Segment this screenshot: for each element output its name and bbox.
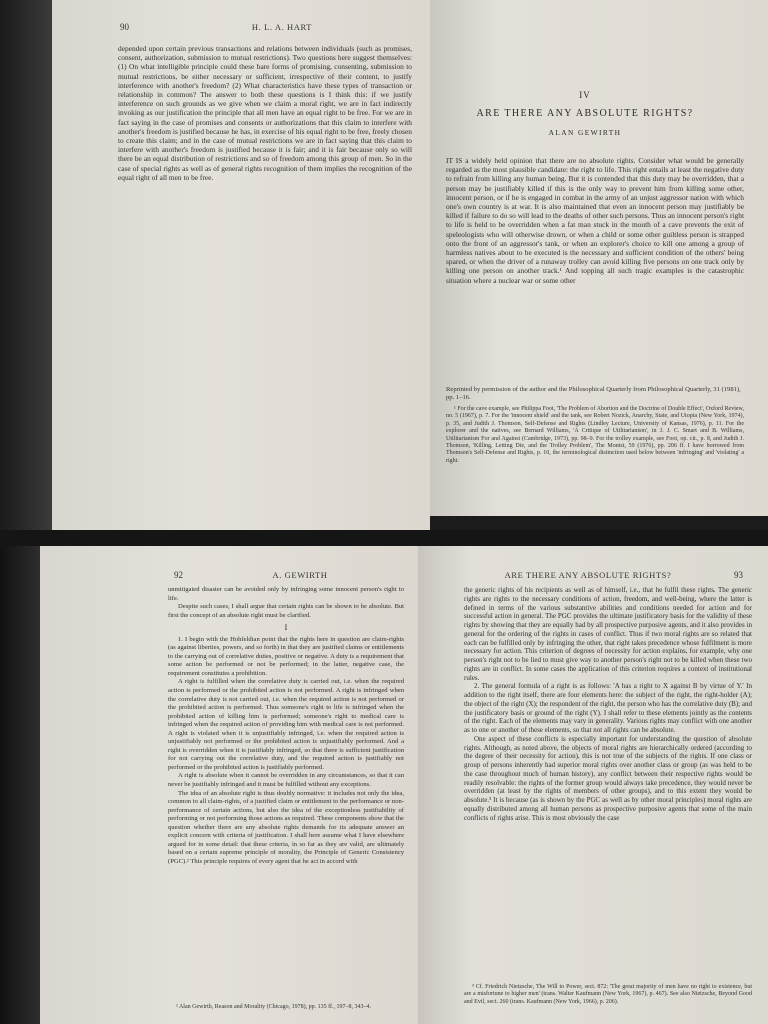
paragraph: 1. I begin with the Hohfeldian point that the rights here in question are claim-rights (as against liberties, powers, and so forth) in that they are justified claims or entitlements to the carrying out of correlative duties, positive or negative. A duty is a requirement that some action be performed or not be performed; in the latter, negative case, the requirement constitutes a prohibition. (168, 635, 404, 677)
footnote-text: ² Alan Gewirth, Reason and Morality (Chicago, 1978), pp. 135 ff., 197–8, 343–4. (176, 1004, 371, 1010)
page-90 (52, 0, 430, 530)
page-body (118, 44, 412, 182)
page-number: 90 (120, 22, 129, 32)
page-body (446, 156, 744, 285)
paragraph: the generic rights of his recipients as well as of himself, i.e., that he fulfil these rights. The generic rights are rights to the necessary conditions of action, freedom, and well-being, where the latter is defined in terms of the various substantive abilities and conditions needed for action and for successful action in general. The PGC provides the ultimate justificatory basis for the validity of these rights by showing that they are equally had by all prospective purposive agents, and it also provides in general for the ordering of the rights in cases of conflict. Thus if two moral rights are so related that each can be fulfilled only by infringing the other, that right takes precedence whose fulfilment is more necessary for action. This criterion of degrees of necessity for action explains, for example, why one person's right not to be lied to must give way to another person's right not to be killed when these two rights are in conflict. In some cases the application of this criterion requires a context of institutional rules. (464, 586, 752, 682)
paragraph: A right is fulfilled when the correlative duty is carried out, i.e. when the required action is performed or the prohibited action is not performed. A right is infringed when the correlative duty is not carried out, i.e. when the required action is not performed or the prohibited action is performed. Thus someone's right to life is infringed when the prohibited action of killing him is performed; someone's right to medical care is infringed when the required action of providing him with medical care is not performed. A right is violated when it is unjustifiably infringed, i.e. when the required action is unjustifiably not performed or the prohibited action is unjustifiably performed. And a right is overridden when it is justifiably infringed, so that there is sufficient justification for not carrying out the correlative duty, and the required action is justifiably not performed or the prohibited action is justifiably performed. (168, 678, 404, 771)
footnote (464, 984, 752, 1006)
paragraph: unmitigated disaster can be avoided only by infringing some innocent person's right to life. (168, 586, 404, 602)
scan-shadow-bottom-left (0, 546, 40, 1024)
chapter-author: ALAN GEWIRTH (548, 128, 622, 137)
paragraph: IT IS a widely held opinion that there are no absolute rights. Consider what would be generally regarded as the most plausible candidate: the right to life. This right entails at least the negative duty to refrain from killing any human being. But it is contended that this duty may be overridden, that a person may be justifiably killed if this is the only way to prevent him from killing some other, innocent person, or if he is engaged in combat in the army of an unjust aggressor nation with which one's own country is at war. It is also maintained that even an innocent person may justifiably be killed if failure to do so will lead to the deaths of other such persons. Thus an innocent person's right to life is held to be overridden when a fat man stuck in the mouth of a cave prevents the exit of speleologists who will otherwise drown, or when a child or some other guiltless person is strapped onto the front of an aggressor's tank, or when an explorer's choice to kill one among a group of harmless natives about to be executed is the necessary and sufficient condition of the others' being spared, or when the driver of a runaway trolley can avoid killing five persons on one track only by killing one person on another track.¹ And topping all such tragic examples is the catastrophic situation where a nuclear war or some other (446, 156, 744, 285)
page-body (168, 586, 404, 867)
page-body (464, 586, 752, 822)
paragraph: The idea of an absolute right is thus doubly normative: it includes not only the idea, common to all claim-rights, of a justified claim or entitlement to the performance or non-performance of certain actions, but also the idea of the exceptionless justifiability of performing or not performing those actions as required. These components show that the question whether there are any absolute rights demands for its adequate answer an explicit concern with criteria of justification. I shall here assume what I have elsewhere argued for in some detail: that these criteria, in so far as they are valid, are ultimately based on a certain supreme principle of morality, the Principle of Generic Consistency (PGC).² This principle requires of every agent that he act in accord with (168, 789, 404, 865)
page-number: 93 (734, 570, 743, 580)
footnote (446, 406, 744, 465)
running-head: ARE THERE ANY ABSOLUTE RIGHTS? (504, 570, 672, 580)
paragraph: Despite such cases, I shall argue that certain rights can be shown to be absolute. But first the concept of an absolute right must be clarified. (168, 603, 404, 619)
paragraph: depended upon certain previous transactions and relations between individuals (such as promises, consent, authorization, submission to mutual restrictions). Two questions here suggest themselves: (1) On what intelligible principle could these bare forms of promising, consenting, submission to mutual restrictions, be either necessary or sufficient, irrespective of their content, to justify interference with another's freedom? (2) What characteristics have these types of transaction or relationship in common? The answer to both these questions is I think this: if we justify interference on such grounds as we give when we claim a moral right, we are in fact indirectly invoking as our justification the principle that all men have an equal right to be free. For we are in fact saying in the case of promises and consents or authorizations that this claim to interfere with another's freedom is justified because he has, in exercise of his equal right to be free, freely chosen to create this claim; and in the case of mutual restrictions we are in fact saying that this claim to interfere with another's freedom is justified because it is fair; and it is fair because only so will there be an equal distribution of restrictions and so of freedom among this group of men. So in the case of special rights as well as of general rights recognition of them implies the recognition of the equal right of all men to be free. (118, 44, 412, 182)
footnote-text: ³ Cf. Friedrich Nietzsche, The Will to Power, sect. 872: 'The great majority of men have no right to existence, but are a misfortune to higher men' (trans. Walter Kaufmann (New York, 1967), p. 467). See also Nietzsche, Beyond Good and Evil, sect. 260 (trans. Kaufmann (New York, 1966), p. 206). (464, 984, 752, 1005)
paragraph: A right is absolute when it cannot be overridden in any circumstances, so that it can never be justifiably infringed and it must be fulfilled without any exceptions. (168, 772, 404, 789)
page-92 (40, 546, 418, 1024)
section-number: I (284, 623, 288, 633)
paragraph: 2. The general formula of a right is as follows: 'A has a right to X against B by virtue of Y.' In addition to the right itself, there are four elements here: the subject of the right, the right-holder (A); the object of the right (X); the respondent of the right, the person who has the correlative duty (B); and the justificatory basis or ground of the right (Y). I shall refer to these elements jointly as the contents of the right. Each of the elements may vary in generality. Various rights may conflict with one another as to one or another of these elements, so that not all rights can be absolute. (464, 682, 752, 734)
page-91 (430, 0, 768, 516)
scan-shadow-middle (0, 530, 768, 546)
paragraph: One aspect of these conflicts is especially important for understanding the question of absolute rights. Although, as noted above, the objects of moral rights are hierarchically ordered (according to the degree of their necessity for action), this is not true of the subjects of the rights. If one class or group of persons inherently had superior moral rights over another class or group (as was held to be the case throughout much of human history), any conflict between their respective rights would be readily resolvable: the rights of the former group would always take precedence, they would never be overridden (at least by the rights of members of other groups), and to this extent they would be absolute.³ It is because (as is shown by the PGC as well as by other moral principles) moral rights are equally distributed among all human persons as prospective purposive agents that some of the main conflicts of rights arise. This is most obviously the case (464, 734, 752, 822)
running-head: H. L. A. HART (251, 22, 313, 32)
page-93 (418, 546, 768, 1024)
chapter-number: IV (579, 90, 591, 100)
footnote (168, 1004, 404, 1011)
chapter-title: ARE THERE ANY ABSOLUTE RIGHTS? (476, 108, 694, 119)
page-number: 92 (174, 570, 183, 580)
footnote-text: ¹ For the cave example, see Philippa Foot, 'The Problem of Abortion and the Doctrine of Double Effect', Oxford Review, no. 5 (1967), p. 7. For the 'innocent shield' and the tank, see Robert Nozick, Anarchy, State, and Utopia (New York, 1974), p. 35, and Judith J. Thomson, Self-Defense and Rights (Lindley Lecture, University of Kansas, 1976), p. 11. For the explorer and the natives, see Bernard Williams, 'A Critique of Utilitarianism', in J. J. C. Smart and B. Williams, Utilitarianism For and Against (Cambridge, 1973), pp. 98–9. For the trolley example, see Foot, op. cit., p. 8, and Judith J. Thomson, 'Killing, Letting Die, and the Trolley Problem', The Monist, 59 (1976), pp. 206 ff. I have borrowed from Thomson's Self-Defense and Rights, p. 10, the terminological distinction used below between 'infringing' and 'violating' a right. (446, 406, 744, 464)
running-head: A. GEWIRTH (272, 570, 328, 580)
scan-shadow-left (0, 0, 52, 546)
reprint-note: Reprinted by permission of the author and the Philosophical Quarterly from Philosophical Quarterly, 31 (1981), pp. 1–16. (446, 386, 741, 401)
